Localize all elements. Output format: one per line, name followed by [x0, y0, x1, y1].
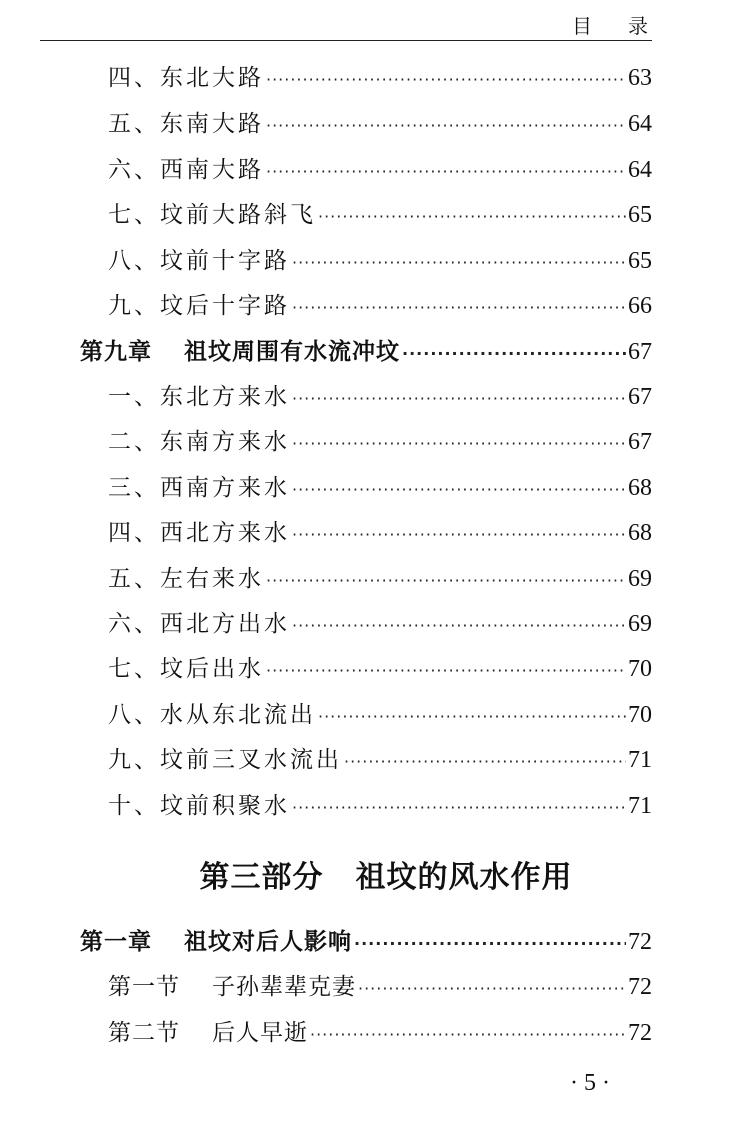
toc-entry-page: 64 — [628, 157, 652, 183]
dot-leader — [292, 288, 626, 328]
toc-entry-page: 67 — [628, 429, 652, 455]
toc-section[interactable] — [108, 967, 652, 1007]
chapter-heading — [80, 332, 400, 372]
header-title: 目录 — [572, 14, 684, 38]
toc-entry-label: 八、坟前十字路 — [108, 248, 290, 274]
dot-leader — [344, 742, 626, 782]
toc-entry-page: 71 — [628, 747, 652, 773]
toc-entry[interactable] — [108, 377, 652, 417]
toc-entry[interactable] — [108, 286, 652, 326]
chapter-title: 祖坟周围有水流冲坟 — [184, 339, 400, 365]
dot-leader — [358, 969, 626, 1009]
toc-entry-label: 六、西南大路 — [108, 157, 264, 183]
toc-entry[interactable] — [108, 559, 652, 599]
section-number: 第一节 — [108, 974, 180, 1000]
dot-leader — [318, 197, 626, 237]
toc-entry-label: 六、西北方出水 — [108, 611, 290, 637]
dot-leader — [292, 606, 626, 646]
toc-entry-page: 65 — [628, 248, 652, 274]
toc-entry[interactable] — [108, 786, 652, 826]
dot-leader — [266, 60, 626, 100]
toc-chapter-1[interactable] — [80, 922, 652, 962]
toc-entry-label: 七、坟后出水 — [108, 656, 264, 682]
section-title: 子孙辈辈克妻 — [212, 974, 356, 1000]
toc-entry-page: 70 — [628, 702, 652, 728]
toc-entry-label: 二、东南方来水 — [108, 429, 290, 455]
toc-entry-page: 71 — [628, 793, 652, 819]
toc-entry-page: 67 — [628, 339, 652, 365]
toc-entry-label: 七、坟前大路斜飞 — [108, 202, 316, 228]
toc-entry[interactable] — [108, 740, 652, 780]
toc-entry[interactable] — [108, 104, 652, 144]
toc-section[interactable] — [108, 1013, 652, 1053]
section-heading — [108, 967, 356, 1007]
toc-entry-page: 72 — [628, 1020, 652, 1046]
toc-entry-label: 九、坟后十字路 — [108, 293, 290, 319]
page-number: · 5 · — [570, 1070, 610, 1096]
dot-leader — [292, 424, 626, 464]
toc-entry-page: 72 — [628, 929, 652, 955]
chapter-number: 第一章 — [80, 929, 152, 955]
section-title: 后人早逝 — [212, 1020, 308, 1046]
toc-entry-label: 十、坟前积聚水 — [108, 793, 290, 819]
toc-entry-page: 64 — [628, 111, 652, 137]
toc-entry[interactable] — [108, 468, 652, 508]
toc-entry[interactable] — [108, 604, 652, 644]
dot-leader — [292, 379, 626, 419]
running-header — [40, 6, 684, 41]
toc-entry-page: 69 — [628, 566, 652, 592]
dot-leader — [292, 243, 626, 283]
toc-entry-page: 68 — [628, 520, 652, 546]
dot-leader — [292, 515, 626, 555]
toc-entry-label: 八、水从东北流出 — [108, 702, 316, 728]
toc-entry-label: 九、坟前三叉水流出 — [108, 747, 342, 773]
dot-leader — [292, 470, 626, 510]
toc-entry-label: 三、西南方来水 — [108, 475, 290, 501]
toc-entry-page: 66 — [628, 293, 652, 319]
toc-entry-label: 五、左右来水 — [108, 566, 264, 592]
toc-entry[interactable] — [108, 241, 652, 281]
part-title: 祖坟的风水作用 — [355, 860, 573, 895]
chapter-title: 祖坟对后人影响 — [184, 929, 352, 955]
part-number: 第三部分 — [199, 860, 324, 895]
dot-leader — [266, 152, 626, 192]
toc-entry-page: 69 — [628, 611, 652, 637]
dot-leader — [292, 788, 626, 828]
dot-leader — [266, 561, 626, 601]
dot-leader — [266, 651, 626, 691]
dot-leader — [310, 1015, 626, 1055]
toc-entry-label: 一、东北方来水 — [108, 384, 290, 410]
toc-entry[interactable] — [108, 695, 652, 735]
chapter-heading — [80, 922, 352, 962]
dot-leader — [266, 106, 626, 146]
dot-leader — [402, 334, 626, 374]
toc-entry[interactable] — [108, 422, 652, 462]
toc-entry-label: 五、东南大路 — [108, 111, 264, 137]
toc-entry-label: 四、东北大路 — [108, 65, 264, 91]
toc-entry-page: 70 — [628, 656, 652, 682]
dot-leader — [318, 697, 626, 737]
dot-leader — [354, 924, 626, 964]
toc-entry-page: 72 — [628, 974, 652, 1000]
toc-chapter-9[interactable] — [80, 332, 652, 372]
toc-entry-page: 68 — [628, 475, 652, 501]
section-number: 第二节 — [108, 1020, 180, 1046]
part-heading — [0, 852, 752, 896]
toc-entry[interactable] — [108, 649, 652, 689]
toc-entry-page: 65 — [628, 202, 652, 228]
toc-entry[interactable] — [108, 195, 652, 235]
toc-entry[interactable] — [108, 58, 652, 98]
toc-entry-label: 四、西北方来水 — [108, 520, 290, 546]
section-heading — [108, 1013, 308, 1053]
toc-entry[interactable] — [108, 513, 652, 553]
toc-entry-page: 63 — [628, 65, 652, 91]
toc-entry[interactable] — [108, 150, 652, 190]
toc-entry-page: 67 — [628, 384, 652, 410]
chapter-number: 第九章 — [80, 339, 152, 365]
